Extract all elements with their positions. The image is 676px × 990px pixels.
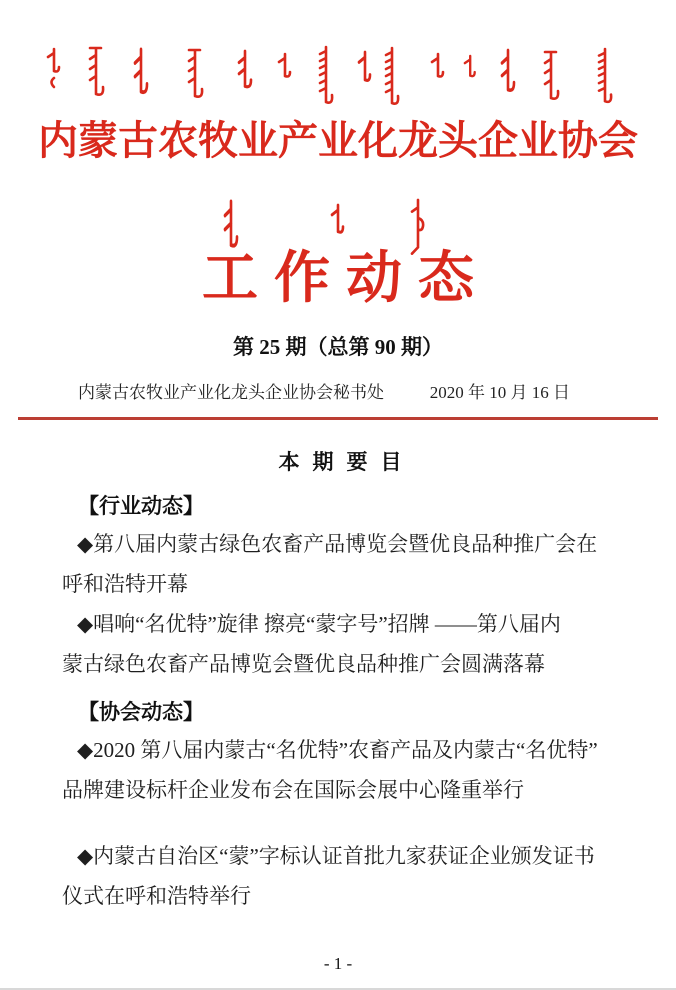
toc-item-line: ◆唱响“名优特”旋律 擦亮“蒙字号”招牌 ——第八届内 (77, 612, 561, 636)
toc-item (62, 730, 618, 810)
toc-item-line: ◆2020 第八届内蒙古“名优特”农畜产品及内蒙古“名优特” (77, 738, 598, 762)
toc-item (62, 604, 618, 684)
toc-item-line: 呼和浩特开幕 (62, 572, 188, 596)
mongolian-script-top-icon (40, 44, 640, 114)
section-heading-industry: 【行业动态】 (78, 495, 204, 518)
issue-number: 第 25 期（总第 90 期） (233, 335, 443, 359)
page-number: - 1 - (323, 954, 353, 973)
section-heading-association: 【协会动态】 (78, 701, 204, 724)
toc-title: 本期要目 (278, 451, 415, 474)
toc-item-line: 仪式在呼和浩特举行 (62, 884, 251, 908)
publish-date: 2020 年 10 月 16 日 (429, 383, 570, 402)
toc-item-line: 蒙古绿色农畜产品博览会暨优良品种推广会圆满落幕 (62, 652, 545, 676)
toc-item-line: ◆内蒙古自治区“蒙”字标认证首批九家获证企业颁发证书 (77, 844, 595, 868)
toc-content (0, 432, 676, 916)
toc-item (62, 524, 618, 604)
red-divider-rule (18, 417, 658, 420)
publisher-line (0, 380, 676, 406)
toc-item-line: ◆第八届内蒙古绿色农畜产品博览会暨优良品种推广会在 (77, 532, 598, 556)
bulletin-title: 工作动态 (202, 248, 490, 310)
org-name-title: 内蒙古农牧业产业化龙头企业协会 (38, 118, 638, 163)
toc-item-line: 品牌建设标杆企业发布会在国际会展中心隆重举行 (62, 778, 524, 802)
publisher-name: 内蒙古农牧业产业化龙头企业协会秘书处 (78, 383, 384, 402)
toc-item (62, 836, 618, 916)
